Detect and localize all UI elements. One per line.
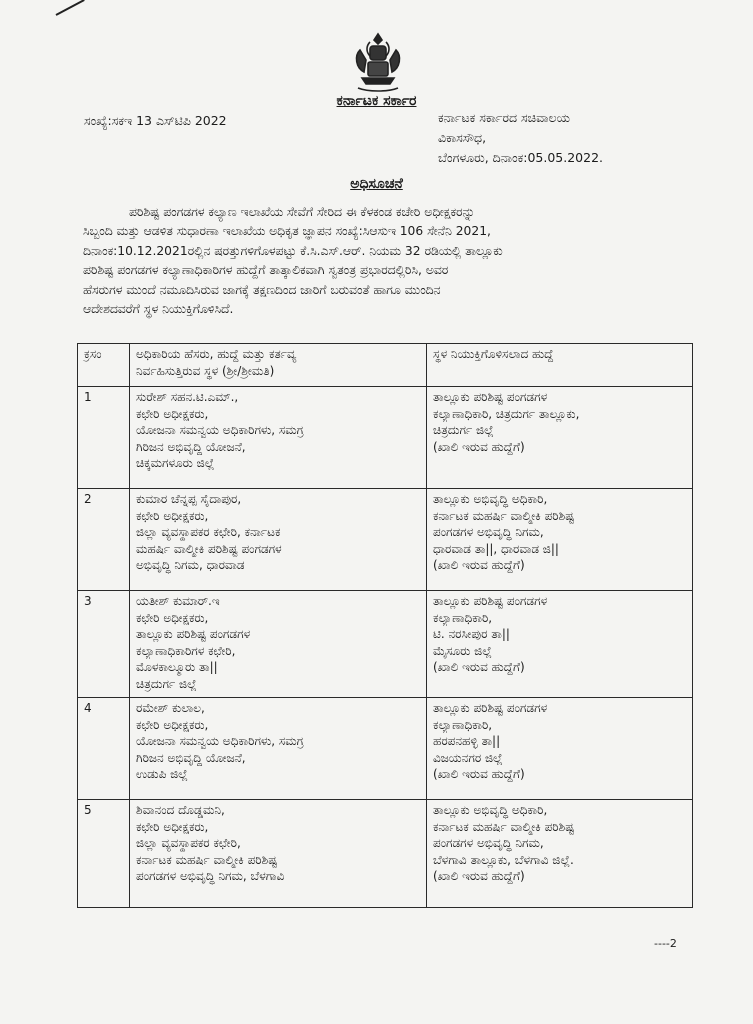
officer-line: ಕಲ್ಯಾಣಾಧಿಕಾರಿಗಳ ಕಛೇರಿ,	[136, 643, 236, 658]
header-posting: ಸ್ಥಳ ನಿಯುಕ್ತಿಗೊಳಿಸಲಾದ ಹುದ್ದೆ	[427, 344, 693, 387]
notification-body	[83, 203, 689, 319]
officer-line: ಯೋಜನಾ ಸಮನ್ವಯ ಅಧಿಕಾರಿಗಳು, ಸಮಗ್ರ	[136, 734, 304, 749]
serial-cell: 5	[78, 800, 130, 908]
office-address	[438, 108, 603, 168]
posting-cell	[427, 800, 693, 908]
posting-line: ಪಂಗಡಗಳ ಅಭಿವೃದ್ಧಿ ನಿಗಮ,	[433, 836, 544, 851]
postings-table	[77, 343, 693, 908]
posting-line: ಹರಪನಹಳ್ಳಿ ತಾ||	[433, 734, 501, 749]
posting-line: ಪಂಗಡಗಳ ಅಭಿವೃದ್ಧಿ ನಿಗಮ,	[433, 525, 544, 540]
officer-line: ಮಹರ್ಷಿ ವಾಲ್ಮೀಕಿ ಪರಿಶಿಷ್ಟ ಪಂಗಡಗಳ	[136, 541, 282, 556]
body-line: ಸಿಬ್ಬಂದಿ ಮತ್ತು ಆಡಳಿತ ಸುಧಾರಣಾ ಇಲಾಖೆಯ ಅಧಿಕೃತ ಜ್ಞಾಪನ ಸಂಖ್ಯೆ:ಸಿಆಸುಇ 106 ಸೇನೆನಿ 2021,	[83, 224, 491, 239]
order-number: ಸಂಖ್ಯೆ:ಸಕಇ 13 ಎಸ್‌ಟಿಪಿ 2022	[84, 113, 227, 128]
header-serial: ಕ್ರಸಂ	[78, 344, 130, 387]
body-line: ಪರಿಶಿಷ್ಟ ಪಂಗಡಗಳ ಕಲ್ಯಾಣಾಧಿಕಾರಿಗಳ ಹುದ್ದೆಗೆ ತಾತ್ಕಾಲಿಕವಾಗಿ ಸ್ವತಂತ್ರ ಪ್ರಭಾರದಲ್ಲಿರಿಸಿ, ಅವರ	[83, 263, 449, 278]
posting-line: ತಾಲ್ಲೂಕು ಅಭಿವೃದ್ಧಿ ಅಧಿಕಾರಿ,	[433, 803, 548, 817]
state-emblem-icon	[348, 30, 408, 94]
posting-line: ವಿಜಯನಗರ ಜಿಲ್ಲೆ	[433, 750, 503, 765]
body-line: ದಿನಾಂಕ:10.12.2021ರಲ್ಲಿನ ಷರತ್ತುಗಳಿಗೊಳಪಟ್ಟು ಕೆ.ಸಿ.ಎಸ್.ಆರ್. ನಿಯಮ 32 ರಡಿಯಲ್ಲಿ ತಾಲ್ಲೂಕು	[83, 243, 503, 258]
officer-line: ಅಭಿವೃದ್ಧಿ ನಿಗಮ, ಧಾರವಾಡ	[136, 558, 245, 573]
officer-line: ಗಿರಿಜನ ಅಭಿವೃದ್ಧಿ ಯೋಜನೆ,	[136, 750, 246, 765]
posting-cell	[427, 698, 693, 800]
posting-line: ತಾಲ್ಲೂಕು ಅಭಿವೃದ್ಧಿ ಅಧಿಕಾರಿ,	[433, 492, 548, 506]
posting-line: (ಖಾಲಿ ಇರುವ ಹುದ್ದೆಗೆ)	[433, 660, 525, 675]
officer-name: ರಮೇಶ್ ಕುಲಾಲ,	[136, 701, 205, 715]
office-line: ಕರ್ನಾಟಕ ಸರ್ಕಾರದ ಸಚಿವಾಲಯ	[438, 110, 570, 125]
table-row	[78, 698, 693, 800]
officer-line: ಕಛೇರಿ ಅಧೀಕ್ಷಕರು,	[136, 717, 209, 732]
officer-line: ಚಿತ್ರದುರ್ಗ ಜಿಲ್ಲೆ	[136, 676, 197, 691]
posting-line: ಕಲ್ಯಾಣಾಧಿಕಾರಿ,	[433, 610, 493, 625]
officer-line: ಕರ್ನಾಟಕ ಮಹರ್ಷಿ ವಾಲ್ಮೀಕಿ ಪರಿಶಿಷ್ಟ	[136, 852, 278, 867]
officer-line: ಜಿಲ್ಲಾ ವ್ಯವಸ್ಥಾಪಕರ ಕಛೇರಿ,	[136, 836, 241, 851]
posting-line: ತಾಲ್ಲೂಕು ಪರಿಶಿಷ್ಟ ಪಂಗಡಗಳ	[433, 594, 548, 608]
posting-line: (ಖಾಲಿ ಇರುವ ಹುದ್ದೆಗೆ)	[433, 439, 525, 454]
serial-cell: 2	[78, 489, 130, 591]
posting-line: ಕರ್ನಾಟಕ ಮಹರ್ಷಿ ವಾಲ್ಮೀಕಿ ಪರಿಶಿಷ್ಟ	[433, 819, 575, 834]
officer-line: ಚಿಕ್ಕಮಗಳೂರು ಜಿಲ್ಲೆ	[136, 456, 215, 471]
posting-line: (ಖಾಲಿ ಇರುವ ಹುದ್ದೆಗೆ)	[433, 558, 525, 573]
body-line: ಆದೇಶದವರೆಗೆ ಸ್ಥಳ ನಿಯುಕ್ತಿಗೊಳಿಸಿದೆ.	[83, 301, 234, 316]
officer-line: ಉಡುಪಿ ಜಿಲ್ಲೆ	[136, 767, 188, 782]
officer-name: ಕುಮಾರ ಚೆನ್ನಪ್ಪ ಸೈದಾಪುರ,	[136, 492, 242, 506]
officer-line: ಕಛೇರಿ ಅಧೀಕ್ಷಕರು,	[136, 508, 209, 523]
table-row	[78, 800, 693, 908]
officer-name: ಯತೀಶ್ ಕುಮಾರ್.ಇ	[136, 594, 220, 608]
posting-line: ಕಲ್ಯಾಣಾಧಿಕಾರಿ, ಚಿತ್ರದುರ್ಗ ತಾಲ್ಲೂಕು,	[433, 406, 580, 421]
officer-cell	[130, 387, 427, 489]
posting-line: (ಖಾಲಿ ಇರುವ ಹುದ್ದೆಗೆ)	[433, 767, 525, 782]
table-header-row	[78, 344, 693, 387]
officer-cell	[130, 591, 427, 698]
posting-line: ಟಿ. ನರಸೀಪುರ ತಾ||	[433, 627, 510, 642]
serial-cell: 4	[78, 698, 130, 800]
officer-line: ಜಿಲ್ಲಾ ವ್ಯವಸ್ಥಾಪಕರ ಕಛೇರಿ, ಕರ್ನಾಟಕ	[136, 525, 281, 540]
posting-cell	[427, 489, 693, 591]
header-officer	[130, 344, 427, 387]
officer-name: ಶಿವಾನಂದ ದೊಡ್ಡಮನಿ,	[136, 803, 225, 817]
posting-line: ತಾಲ್ಲೂಕು ಪರಿಶಿಷ್ಟ ಪಂಗಡಗಳ	[433, 390, 548, 404]
officer-cell	[130, 800, 427, 908]
header-line: ನಿರ್ವಹಿಸುತ್ತಿರುವ ಸ್ಥಳ (ಶ್ರೀ/ಶ್ರೀಮತಿ)	[136, 364, 275, 378]
officer-line: ಕಛೇರಿ ಅಧೀಕ್ಷಕರು,	[136, 406, 209, 421]
posting-line: ಮೈಸೂರು ಜಿಲ್ಲೆ	[433, 643, 492, 658]
officer-line: ಕಛೇರಿ ಅಧೀಕ್ಷಕರು,	[136, 610, 209, 625]
posting-line: ಕರ್ನಾಟಕ ಮಹರ್ಷಿ ವಾಲ್ಮೀಕಿ ಪರಿಶಿಷ್ಟ	[433, 508, 575, 523]
posting-line: ಚಿತ್ರದುರ್ಗ ಜಿಲ್ಲೆ	[433, 423, 494, 438]
office-date-line: ಬೆಂಗಳೂರು, ದಿನಾಂಕ:05.05.2022.	[438, 150, 603, 165]
notification-title: ಅಧಿಸೂಚನೆ	[350, 176, 403, 192]
body-line: ಪರಿಶಿಷ್ಟ ಪಂಗಡಗಳ ಕಲ್ಯಾಣ ಇಲಾಖೆಯ ಸೇವೆಗೆ ಸೇರಿದ ಈ ಕೆಳಕಂಡ ಕಚೇರಿ ಅಧೀಕ್ಷಕರನ್ನು	[129, 205, 475, 219]
pen-stroke-mark	[56, 0, 85, 16]
posting-cell	[427, 387, 693, 489]
table-row	[78, 591, 693, 698]
officer-line: ಕಛೇರಿ ಅಧೀಕ್ಷಕರು,	[136, 819, 209, 834]
table-row	[78, 489, 693, 591]
posting-line: ಕಲ್ಯಾಣಾಧಿಕಾರಿ,	[433, 717, 493, 732]
officer-line: ತಾಲ್ಲೂಕು ಪರಿಶಿಷ್ಟ ಪಂಗಡಗಳ	[136, 627, 251, 642]
officer-line: ಮೊಳಕಾಲ್ಮೂರು ತಾ||	[136, 660, 218, 675]
posting-line: (ಖಾಲಿ ಇರುವ ಹುದ್ದೆಗೆ)	[433, 869, 525, 884]
posting-cell	[427, 591, 693, 698]
table-row	[78, 387, 693, 489]
officer-line: ಪಂಗಡಗಳ ಅಭಿವೃದ್ಧಿ ನಿಗಮ, ಬೆಳಗಾವಿ	[136, 869, 285, 884]
posting-line: ಬೆಳಗಾವಿ ತಾಲ್ಲೂಕು, ಬೆಳಗಾವಿ ಜಿಲ್ಲೆ.	[433, 852, 574, 867]
officer-line: ಯೋಜನಾ ಸಮನ್ವಯ ಅಧಿಕಾರಿಗಳು, ಸಮಗ್ರ	[136, 423, 304, 438]
page-number: ----2	[654, 937, 677, 950]
header-line: ಅಧಿಕಾರಿಯ ಹೆಸರು, ಹುದ್ದೆ ಮತ್ತು ಕರ್ತವ್ಯ	[136, 347, 297, 361]
office-line: ವಿಕಾಸಸೌಧ,	[438, 130, 487, 145]
posting-line: ಧಾರವಾಡ ತಾ||, ಧಾರವಾಡ ಜಿ||	[433, 541, 559, 556]
serial-cell: 1	[78, 387, 130, 489]
officer-cell	[130, 698, 427, 800]
posting-line: ತಾಲ್ಲೂಕು ಪರಿಶಿಷ್ಟ ಪಂಗಡಗಳ	[433, 701, 548, 715]
officer-line: ಗಿರಿಜನ ಅಭಿವೃದ್ಧಿ ಯೋಜನೆ,	[136, 439, 246, 454]
body-line: ಹೆಸರುಗಳ ಮುಂದೆ ನಮೂದಿಸಿರುವ ಜಾಗಕ್ಕೆ ತಕ್ಷಣದಿಂದ ಜಾರಿಗೆ ಬರುವಂತೆ ಹಾಗೂ ಮುಂದಿನ	[83, 282, 441, 297]
government-title: ಕರ್ನಾಟಕ ಸರ್ಕಾರ	[336, 93, 417, 109]
serial-cell: 3	[78, 591, 130, 698]
officer-cell	[130, 489, 427, 591]
officer-name: ಸುರೇಶ್ ಸಹನ.ಟಿ.ಎಮ್.,	[136, 390, 239, 404]
